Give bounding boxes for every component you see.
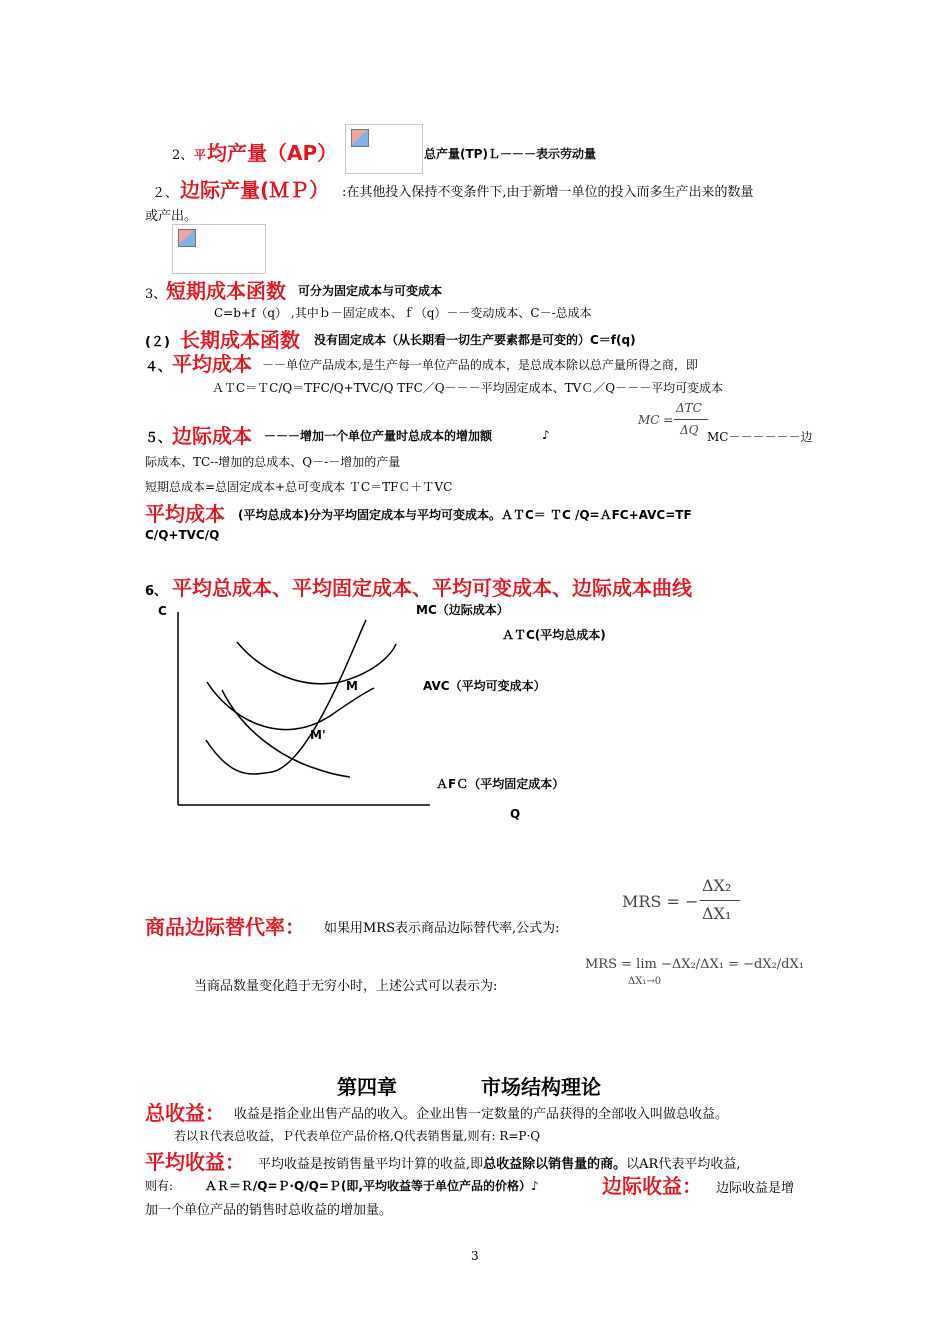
page-number: 3 xyxy=(471,1249,479,1263)
mc-mark: ♪ xyxy=(542,428,550,442)
mc-tail: MC－－－－－－边 xyxy=(707,430,813,444)
ar-text-bold: 总收益除以销售量的商。 xyxy=(483,1157,627,1172)
mc-title: 边际成本 xyxy=(172,424,252,448)
mrs-text: 如果用MRS表示商品边际替代率,公式为: xyxy=(324,921,560,936)
atc-formula: ＡＴC＝ＴC/Q＝TFC/Q+TVC/Q TFC／Q－－－平均固定成本、TVＣ／Q－－－平均可变成本 xyxy=(212,381,724,395)
point-m-prime-label: M' xyxy=(310,728,326,742)
atc-curve xyxy=(237,642,396,684)
mc-formula-numerator: ΔTC xyxy=(676,401,702,415)
mrs-formula-numerator: ΔX₂ xyxy=(702,876,732,895)
mrs-formula-lhs: MRS = − xyxy=(622,892,699,911)
mc-fraction-bar xyxy=(674,419,708,420)
legend-avc: AVC（平均可变成本） xyxy=(423,679,546,693)
ar-title: 平均收益： xyxy=(145,1150,245,1174)
mrs-formula-denominator: ΔX₁ xyxy=(702,904,732,923)
ap-tail: 总产量(TP)Ｌ－－－表示劳动量 xyxy=(424,147,596,161)
ar-text3: 加一个单位产品的销售时总收益的增加量。 xyxy=(145,1203,393,1218)
atc-number: ４、 xyxy=(145,360,172,375)
ar-text-a: 平均收益是按销售量平均计算的收益,即 xyxy=(258,1157,484,1172)
mrs-text2: 当商品数量变化趋于无穷小时，上述公式可以表示为: xyxy=(194,979,498,994)
mc-text: －－－增加一个单位产量时总成本的增加额 xyxy=(264,429,493,443)
short-cost-formula: C=b+f（q） ,其中ｂ－固定成本、ｆ（q）－－变动成本、C－-总成本 xyxy=(214,306,592,320)
long-cost-title: 长期成本函数 xyxy=(180,328,300,352)
point-m-label: M xyxy=(346,679,358,693)
avg-total-text2: C/Q+TVC/Q xyxy=(145,528,220,542)
ar-text2 xyxy=(145,1177,539,1194)
tr-text: 收益是指企业出售产品的收入。企业出售一定数量的产品获得的全部收入叫做总收益。 xyxy=(234,1107,729,1122)
mp-formula-image xyxy=(172,224,266,274)
ar-text2-bold: ＡＲ＝Ｒ/Q=Ｐ·Q/Q=Ｐ(即,平均收益等于单位产品的价格） xyxy=(204,1179,531,1193)
mrs-title: 商品边际替代率： xyxy=(145,915,305,939)
mc-formula-denominator: ΔQ xyxy=(680,423,699,437)
ar-text2-a: 则有: xyxy=(145,1179,177,1193)
mr-title: 边际收益： xyxy=(602,1174,702,1198)
mp-text: :在其他投入保持不变条件下,由于新增一单位的投入而多生产出来的数量 xyxy=(342,185,754,200)
mp-number: ２、 xyxy=(152,186,179,201)
legend-atc: ＡＴC(平均总成本) xyxy=(502,628,606,642)
atc-text: －－单位产品成本,是生产每一单位产品的成本，是总成本除以总产量所得之商，即 xyxy=(262,358,698,372)
mc-formula-lhs: MC = xyxy=(638,413,674,427)
cost-curves-chart xyxy=(140,598,660,828)
atc-title: 平均成本 xyxy=(172,352,252,376)
chapter-title: 市场结构理论 xyxy=(481,1075,601,1099)
short-cost-number: 3、 xyxy=(145,287,167,302)
mc-line3: 短期总成本=总固定成本+总可变成本 ＴC＝TFＣ＋ＴVC xyxy=(145,480,453,494)
long-cost-number: (２) xyxy=(145,335,170,350)
curves-title: 平均总成本、平均固定成本、平均可变成本、边际成本曲线 xyxy=(172,576,692,600)
ap-number: 2、 xyxy=(172,148,194,163)
ap-title: 均产量（AP） xyxy=(207,141,338,165)
broken-image-icon xyxy=(351,129,369,147)
short-cost-text: 可分为固定成本与可变成本 xyxy=(298,284,443,298)
avg-total-title: 平均成本 xyxy=(145,502,225,526)
legend-mc: MC（边际成本） xyxy=(416,603,509,617)
mrs-fraction-bar xyxy=(700,900,740,901)
mrs-limit-subscript: ΔX₁→0 xyxy=(628,976,662,987)
curves-number: 6、 xyxy=(145,584,168,599)
mp-text-cont: 或产出。 xyxy=(145,209,198,224)
chapter-number: 第四章 xyxy=(337,1075,397,1099)
mc-number: ５、 xyxy=(145,431,172,446)
legend-afc: ＡFＣ（平均固定成本） xyxy=(436,777,565,791)
x-axis-label: Q xyxy=(510,807,521,821)
ap-formula-image xyxy=(345,124,423,174)
mc-line2: 际成本、TC--增加的总成本、Q－-－增加的产量 xyxy=(145,455,401,469)
short-cost-title: 短期成本函数 xyxy=(166,279,286,303)
mr-text: 边际收益是增 xyxy=(716,1181,795,1196)
tr-title: 总收益： xyxy=(145,1101,225,1125)
avg-total-text: (平均总成本)分为平均固定成本与平均可变成本。ＡＴC＝ ＴC /Q=ＡFC+AVC=TF xyxy=(238,508,692,522)
ar-text-b: 以AR代表平均收益, xyxy=(626,1157,741,1172)
broken-image-icon xyxy=(178,229,196,247)
tr-text2: 若以Ｒ代表总收益，Ｐ代表单位产品价格,Q代表销售量,则有: R=P·Q xyxy=(174,1129,541,1143)
y-axis-label: C xyxy=(158,604,167,618)
ar-mark: ♪ xyxy=(530,1179,539,1193)
ap-ping: 平 xyxy=(194,148,207,162)
mrs-limit-formula: MRS = lim −ΔX₂/ΔX₁ = −dX₂/dX₁ xyxy=(585,957,804,972)
mp-title: 边际产量(ＭＰ） xyxy=(180,178,330,202)
mc-curve xyxy=(206,620,366,774)
long-cost-text: 没有固定成本（从长期看一切生产要素都是可变的）C＝f(q) xyxy=(314,333,636,347)
